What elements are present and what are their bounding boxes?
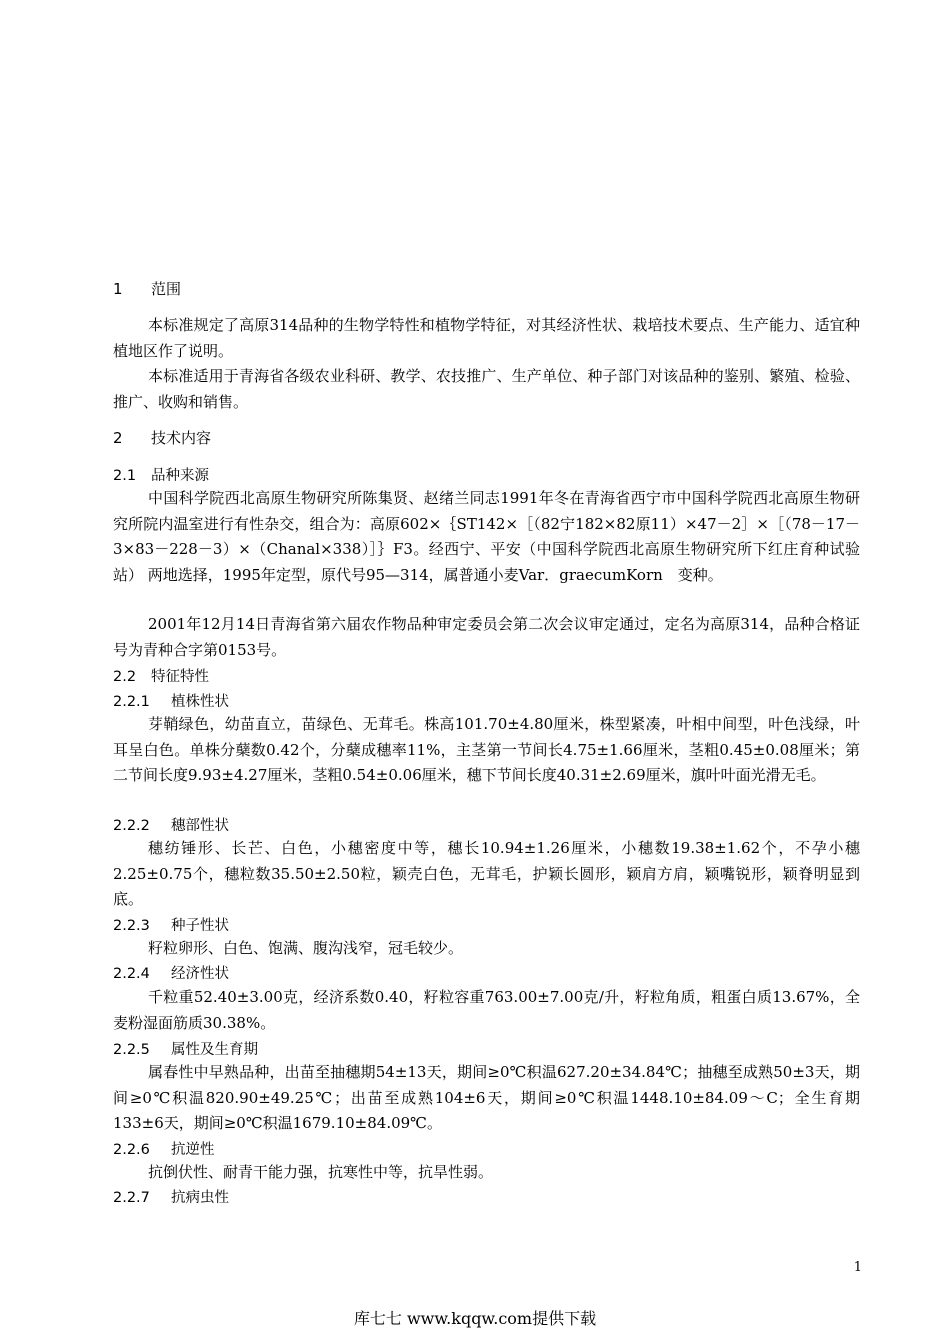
heading-number: 2.2 <box>113 669 137 685</box>
section-heading-2-2-7 <box>113 1186 229 1207</box>
paragraph-stress-resistance: 抗倒伏性、耐青干能力强，抗寒性中等，抗旱性弱。 <box>148 1163 494 1181</box>
section-heading-2-2 <box>113 665 209 686</box>
section-heading-2 <box>113 427 211 448</box>
heading-title: 经济性状 <box>171 966 229 982</box>
paragraph-spike-traits: 穗纺锤形、长芒、白色，小穗密度中等，穗长10.94±1.26厘米，小穗数19.38±1.62个，不孕小穗2.25±0.75个，穗粒数35.50±2.50粒，颖壳白色，无茸毛，护颖长圆形，颖肩方肩，颖嘴锐形，颖脊明显到底。 <box>113 839 860 908</box>
section-heading-1 <box>113 278 181 299</box>
section-heading-2-1 <box>113 464 209 485</box>
section-heading-2-2-3 <box>113 914 229 935</box>
heading-title: 范围 <box>151 280 182 298</box>
paragraph-plant-traits: 芽鞘绿色，幼苗直立，苗绿色、无茸毛。株高101.70±4.80厘米，株型紧凑，叶相中间型，叶色浅绿，叶耳呈白色。单株分蘖数0.42个，分蘖成穗率11%，主茎第一节间长4.75±1.66厘米，茎粗0.45±0.08厘米；第二节间长度9.93±4.27厘米，茎粗0.54±0.06厘米，穗下节间长度40.31±2.69厘米，旗叶叶面光滑无毛。 <box>113 715 860 784</box>
footer-source-note: 库七七 www.kqqw.com提供下载 <box>353 1309 597 1328</box>
heading-number: 1 <box>113 280 123 298</box>
heading-number: 2 <box>113 429 123 447</box>
section-heading-2-2-4 <box>113 962 229 983</box>
section-heading-2-2-5 <box>113 1038 258 1059</box>
heading-title: 种子性状 <box>171 918 229 934</box>
paragraph-economic-traits: 千粒重52.40±3.00克，经济系数0.40，籽粒容重763.00±7.00克/升，籽粒角质，粗蛋白质13.67%，全麦粉湿面筋质30.38%。 <box>113 988 860 1032</box>
heading-number: 2.2.4 <box>113 966 150 982</box>
heading-title: 穗部性状 <box>171 818 229 834</box>
heading-number: 2.1 <box>113 468 137 484</box>
heading-number: 2.2.2 <box>113 818 150 834</box>
heading-title: 抗病虫性 <box>171 1190 229 1206</box>
section-heading-2-2-6 <box>113 1138 215 1159</box>
page-number: 1 <box>853 1260 862 1275</box>
heading-number: 2.2.5 <box>113 1042 150 1058</box>
heading-number: 2.2.3 <box>113 918 150 934</box>
section-heading-2-2-1 <box>113 690 229 711</box>
heading-title: 植株性状 <box>171 694 229 710</box>
paragraph-growth-period: 属春性中早熟品种，出苗至抽穗期54±13天，期间≥0℃积温627.20±34.84℃；抽穗至成熟50±3天，期间≥0℃积温820.90±49.25℃；出苗至成熟104±6天，期间≥0℃积温1448.10±84.09～C；全生育期133±6天，期间≥0℃积温1679.10±84.09℃。 <box>113 1063 860 1132</box>
heading-title: 品种来源 <box>151 468 209 484</box>
heading-title: 属性及生育期 <box>171 1042 258 1058</box>
paragraph-origin-1: 中国科学院西北高原生物研究所陈集贤、赵绪兰同志1991年冬在青海省西宁市中国科学院西北高原生物研究所院内温室进行有性杂交，组合为：高原602×｛ST142×［（82宁182×82原11）×47－2］×［（78－17－3×83－228－3）×（Chanal×338）］｝F3。经西宁、平安（中国科学院西北高原生物研究所下红庄育种试验站） 两地选择，1995年定型，原代号95—314，属普通小麦Var．graecumKorn 变种。 <box>113 489 860 584</box>
heading-number: 2.2.6 <box>113 1142 150 1158</box>
paragraph-seed-traits: 籽粒卵形、白色、饱满、腹沟浅窄，冠毛较少。 <box>148 939 464 957</box>
heading-title: 抗逆性 <box>171 1142 215 1158</box>
paragraph-scope-2: 本标准适用于青海省各级农业科研、教学、农技推广、生产单位、种子部门对该品种的鉴别、繁殖、检验、推广、收购和销售。 <box>113 367 860 411</box>
section-heading-2-2-2 <box>113 814 229 835</box>
heading-number: 2.2.1 <box>113 694 150 710</box>
heading-title: 特征特性 <box>151 669 209 685</box>
heading-title: 技术内容 <box>151 429 212 447</box>
heading-number: 2.2.7 <box>113 1190 150 1206</box>
paragraph-scope-1: 本标准规定了高原314品种的生物学特性和植物学特征，对其经济性状、栽培技术要点、生产能力、适宜种植地区作了说明。 <box>113 316 860 360</box>
paragraph-origin-2: 2001年12月14日青海省第六届农作物品种审定委员会第二次会议审定通过，定名为高原314，品种合格证号为青种合字第0153号。 <box>113 615 860 659</box>
